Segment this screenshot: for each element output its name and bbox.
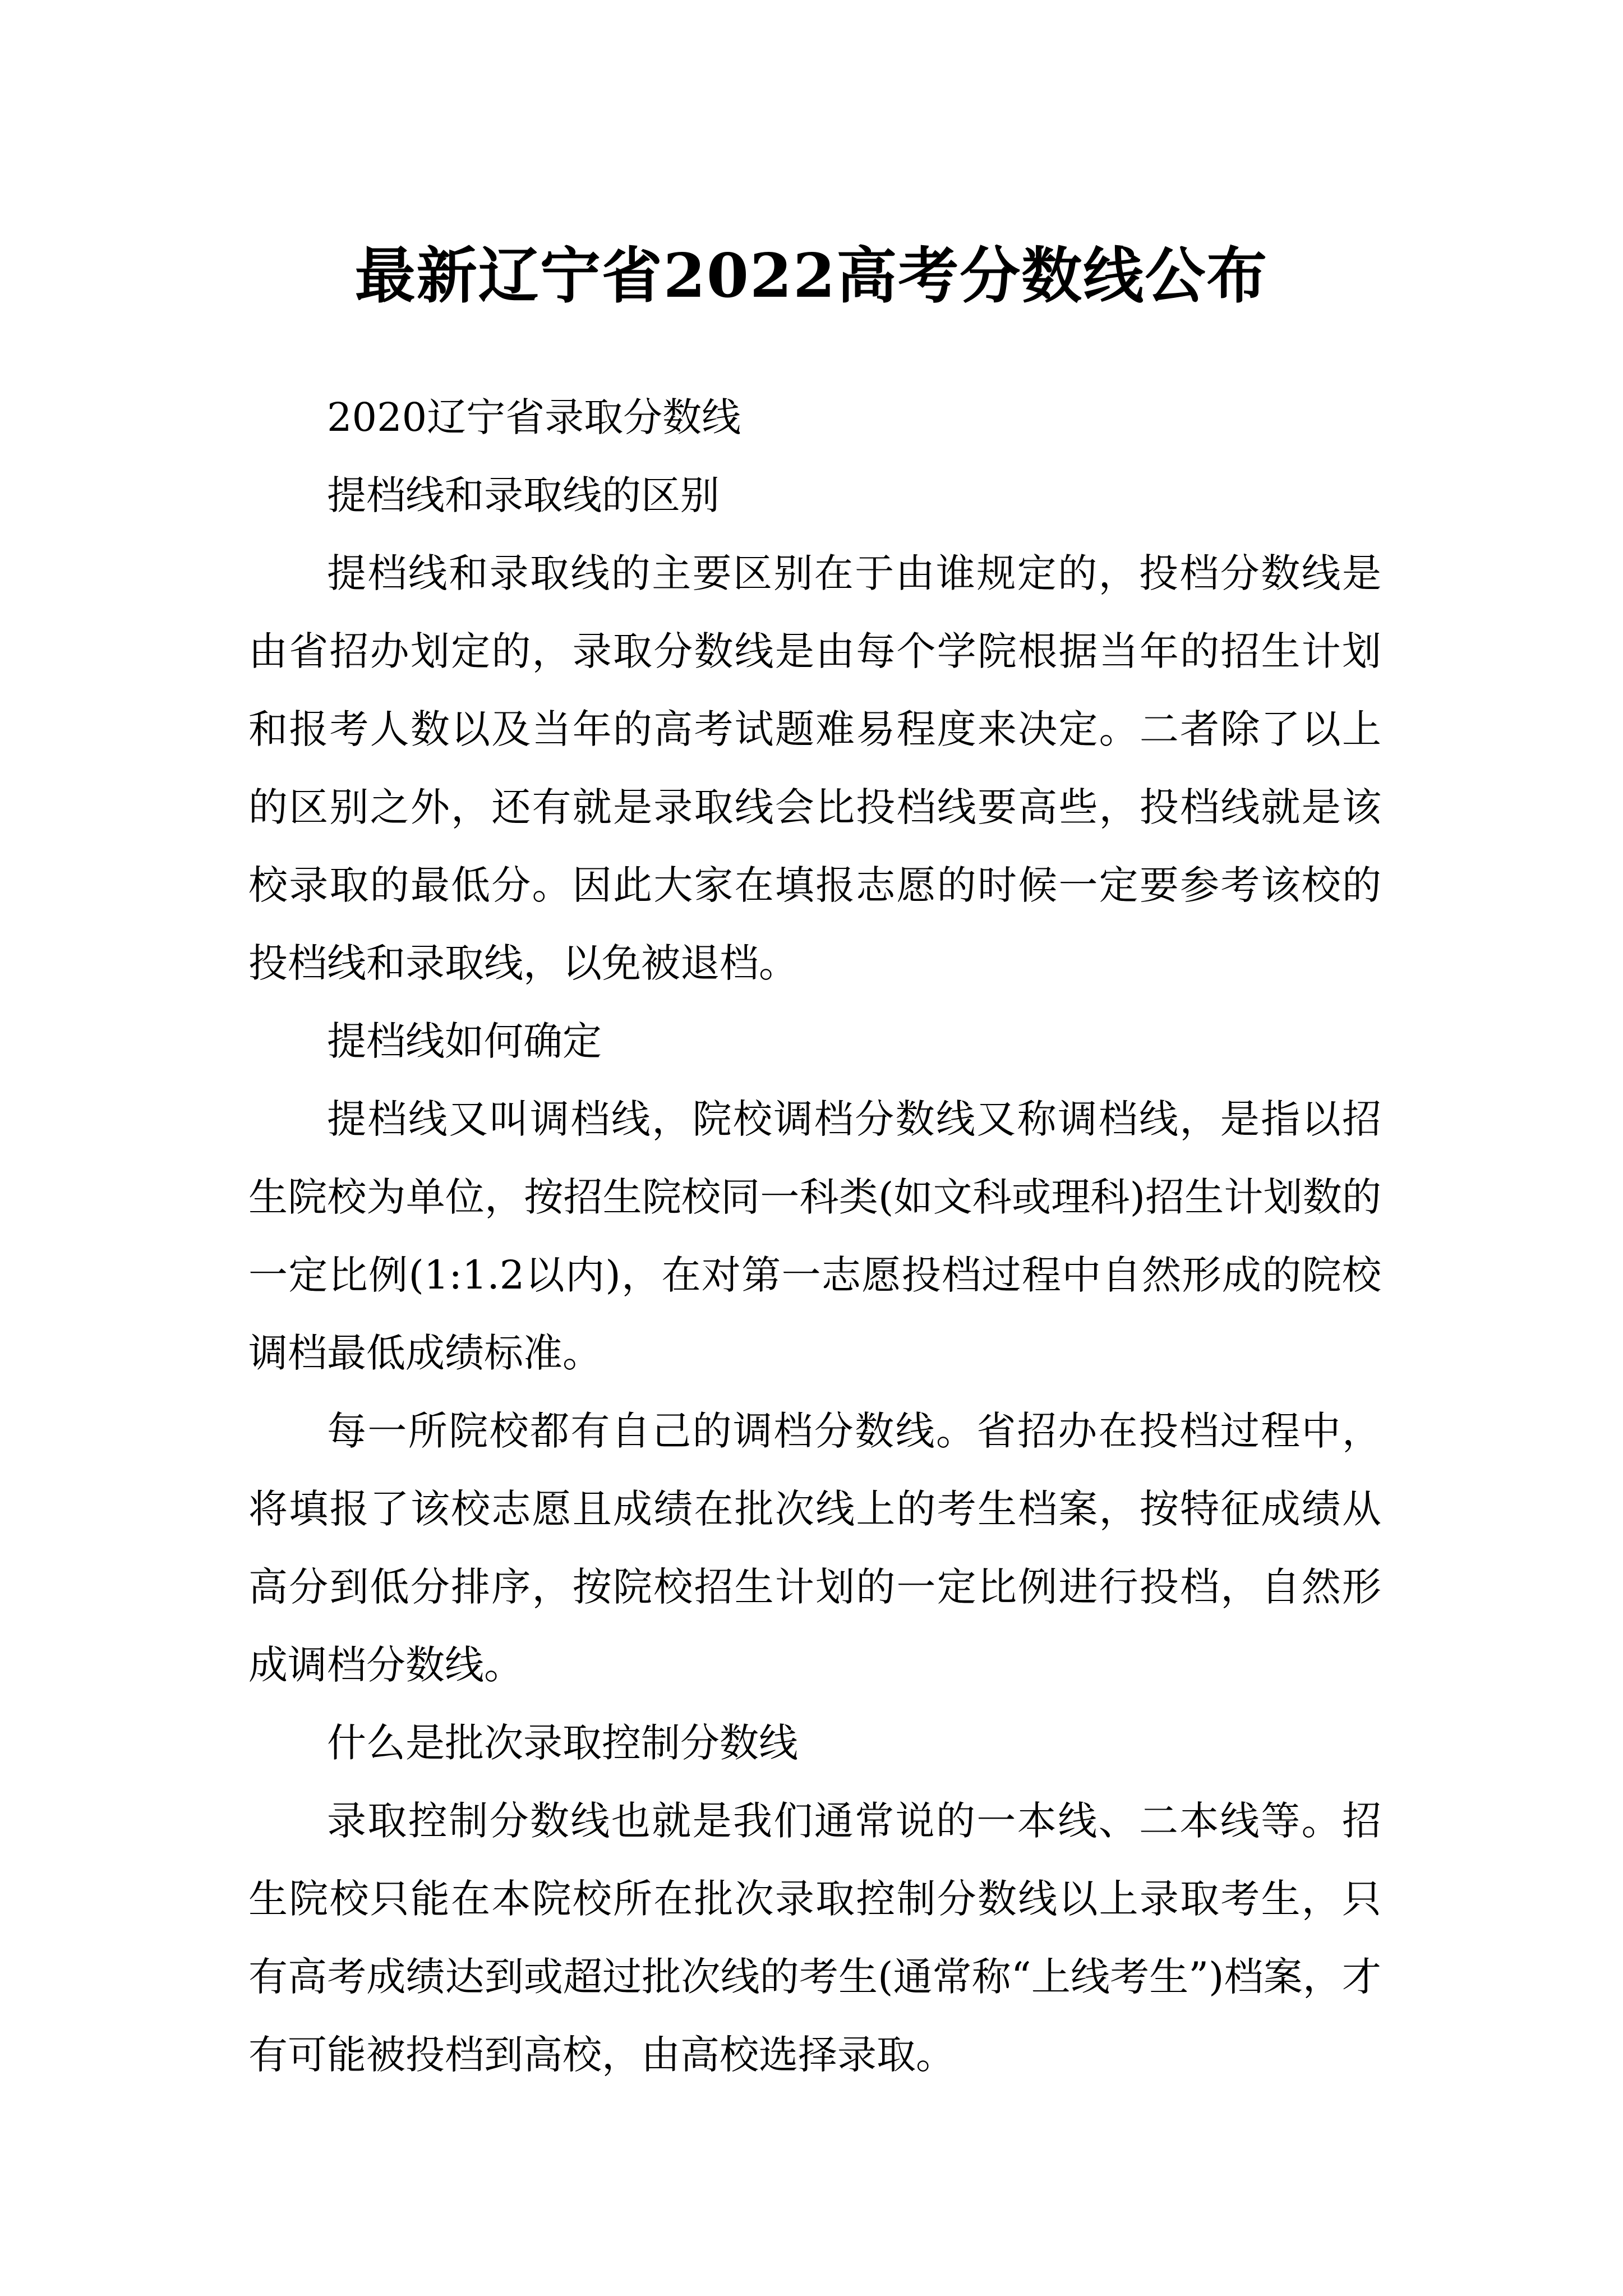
paragraph-subtitle-2020-scores: 2020辽宁省录取分数线 [327, 394, 741, 440]
paragraph-tiedang-definition: 提档线又叫调档线，院校调档分数线又称调档线，是指以招生院校为单位，按招生院校同一科类(如文科或理科)招生计划数的一定比例(1:1.2以内)，在对第一志愿投档过程中自然形成的院校调档最低成绩标准。 [248, 1096, 1381, 1376]
paragraph-each-school: 每一所院校都有自己的调档分数线。省招办在投档过程中，将填报了该校志愿且成绩在批次线上的考生档案，按特征成绩从高分到低分排序，按院校招生计划的一定比例进行投档，自然形成调档分数线。 [248, 1408, 1381, 1688]
paragraph-difference-explanation: 提档线和录取线的主要区别在于由谁规定的，投档分数线是由省招办划定的，录取分数线是由每个学院根据当年的招生计划和报考人数以及当年的高考试题难易程度来决定。二者除了以上的区别之外，还有就是录取线会比投档线要高些，投档线就是该校录取的最低分。因此大家在填报志愿的时候一定要参考该校的投档线和录取线，以免被退档。 [248, 550, 1381, 986]
document-body [248, 379, 1381, 2094]
document-title: 最新辽宁省2022高考分数线公布 [354, 241, 1269, 312]
paragraph-heading-batch-control: 什么是批次录取控制分数线 [327, 1720, 798, 1766]
paragraph-heading-how-determined: 提档线如何确定 [327, 1018, 602, 1064]
paragraph-batch-control-explanation: 录取控制分数线也就是我们通常说的一本线、二本线等。招生院校只能在本院校所在批次录取控制分数线以上录取考生，只有高考成绩达到或超过批次线的考生(通常称“上线考生”)档案，才有可能被投档到高校，由高校选择录取。 [248, 1798, 1381, 2078]
paragraph-heading-difference: 提档线和录取线的区别 [327, 472, 720, 518]
